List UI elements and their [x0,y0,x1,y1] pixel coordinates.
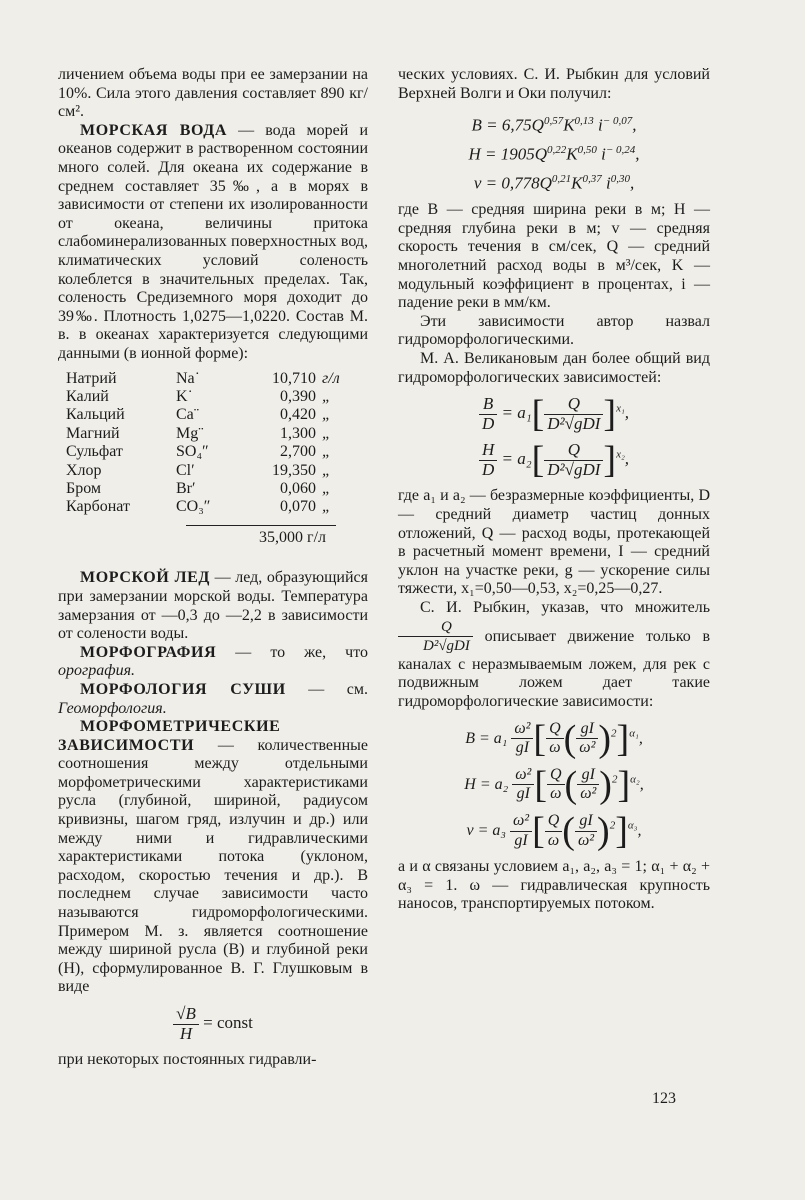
formula-lhs: v = a₃ [466,821,510,839]
author-paragraph: Эти зависимости автор назвал гидроморфологическими. [398,312,710,349]
formula-fraction [544,395,603,433]
composition-row [66,480,346,498]
fraction-numerator: Q [544,395,603,415]
entry-term: МОРСКАЯ ВОДА [80,121,227,139]
end-paragraph: при некоторых постоянных гидравли- [58,1051,317,1069]
formula-line [398,109,710,138]
formula-punct: , [637,821,642,839]
multiplier-fraction [398,618,473,656]
paragraph-text: описывает движение только в каналах с неразмываемым ложем, для рек с подвижным ложем дает такие гидроморфологические зависимости: [398,627,711,710]
entry-sea-water [58,122,368,364]
bracket-right: ] [616,717,630,760]
composition-row [66,462,346,480]
ion-unit: „ [322,387,331,405]
formula-line [398,717,710,760]
formula-numerator: √B [173,1005,199,1025]
continued-paragraph: ческих условиях. С. И. Рыбкин для условий Верхней Волги и Оки получил: [398,66,710,102]
formula-exponent: 0,30 [610,172,630,185]
fraction-numerator: gI [575,812,597,832]
ion-value: 10,710 [272,369,316,387]
fraction-numerator: Q [545,812,563,832]
mobile-bed-formulas [398,717,710,853]
bracket-left: [ [531,393,545,436]
formula-denominator: H [179,1023,193,1043]
right-column [398,66,710,914]
paren-right: ) [598,717,612,760]
formula-fraction [575,812,597,850]
ion-value: 0,070 [280,498,316,516]
ion-symbol: Ca¨ [176,406,200,424]
composition-table [66,370,346,517]
entry-term: МОРСКОЙ ЛЕД [80,569,210,587]
ion-value: 1,300 [280,424,316,442]
fraction-numerator: H [479,441,497,461]
formula-factor: K [571,173,583,193]
ion-symbol: CO₃″ [176,498,211,516]
fraction-numerator: B [479,395,497,415]
fraction-denominator: gI [514,831,528,849]
bracket-left: [ [532,810,545,853]
ion-symbol: K˙ [176,387,193,405]
formula-rhs: = const [203,1013,253,1032]
entry-body: — количественные соотношения между отдельными морфометрическими характеристиками русла (глубиной, шириной, радиусом кривизны, шагом гряд, излучин и др.) или между ними и гидравлическими характеристиками потока (уклоном, расходом, скоростью течения и др.). В последнем случае зависимости часто называются гидроморфологическими. Примером М. з. является соотношение между шириной русла (B) и глубиной реки (H), сформулированное В. Г. Глушковым в виде [58,736,368,996]
formula-lhs: v = 0,778Q [473,173,552,193]
fraction-numerator: Q [547,766,565,786]
bracket-left: [ [533,717,547,760]
composition-total: 35,000 г/л [259,528,326,546]
formula-punct: , [624,403,630,423]
bracket-right: ] [603,439,617,482]
intro-paragraph: личением объема воды при ее замерзании на 10%. Сила этого давления составляет 890 кг/см². [58,66,368,121]
fraction-denominator: ω² [579,739,596,757]
entry-reference[interactable]: Геоморфология. [58,699,167,717]
formula-fraction [511,720,533,758]
paragraph-text: С. И. Рыбкин, указав, что множитель [420,599,710,617]
rybkin-formulas [398,109,710,195]
paren-right: ) [597,810,610,853]
final-paragraph: a и α связаны условием a₁, a₂, a₃ = 1; α₁ + α₂ + α₃ = 1. ω — гидравлическая крупность наносов, транспортируемых потоком. [398,858,710,913]
ion-unit: г/л [322,369,340,387]
formula-exponent: 0,13 [574,115,594,128]
formula-punct: , [638,729,643,747]
formula-exponent: − 0,24 [605,143,636,156]
ion-name: Натрий [66,369,117,387]
fraction-denominator: gI [516,785,530,803]
formula-factor: i [601,173,611,193]
composition-row [66,388,346,406]
formula-punct: , [632,115,637,135]
paren-left: ( [564,763,578,806]
formula-lhs: B = a₁ [465,729,512,747]
formula-line [398,138,710,167]
formula-exponent: 0,50 [577,143,597,156]
page-number: 123 [652,1090,676,1107]
fraction-denominator: gI [515,739,530,757]
ion-symbol: SO₄″ [176,443,209,461]
velikanov-paragraph: М. А. Великановым дан более общий вид гидроморфологических зависимостей: [398,349,710,386]
fraction-denominator: ω [547,831,560,849]
velikanov-formulas [398,393,710,482]
ion-name: Бром [66,479,102,497]
formula-line [398,393,710,436]
left-column [58,66,368,1070]
legend-paragraph: где B — средняя ширина реки в м; H — средняя глубина реки в м; v — средняя скорость течения в см/сек, Q — средний многолетний расход воды в м³/сек, K — модульный коэффициент в процентах, i — падение реки в мм/км. [398,201,710,312]
fraction-numerator: gI [576,720,598,740]
formula-fraction [546,720,564,758]
ion-symbol: Na˙ [176,369,200,387]
fraction-numerator: Q [544,441,603,461]
ion-unit: „ [322,443,331,461]
formula-fraction [576,720,598,758]
composition-row [66,370,346,388]
glushkov-formula [58,1005,368,1043]
fraction-denominator: D²√gDI [547,459,601,479]
ion-value: 0,060 [280,479,316,497]
entry-term: МОРФОГРАФИЯ [80,643,217,661]
ion-unit: „ [322,461,331,479]
total-rule [186,525,336,526]
ion-unit: „ [322,424,331,442]
formula-line [398,439,710,482]
fraction-denominator: D²√gDI [423,638,470,655]
paren-left: ( [563,717,577,760]
formula-lhs: B = 6,75Q [471,115,544,135]
formula-factor: i [593,115,603,135]
formula-exponent: 2 [611,773,618,786]
fraction-denominator: ω [549,739,561,757]
bracket-right: ] [603,393,617,436]
entry-reference[interactable]: орография. [58,662,136,680]
formula-exponent: 2 [609,819,616,832]
formula-exponent: α₃ [627,819,638,832]
formula-lhs: H = a₂ [464,775,513,793]
entry-term: МОРФОЛОГИЯ СУШИ [80,680,286,698]
entry-morphography [58,644,368,681]
paren-left: ( [562,810,575,853]
bracket-right: ] [617,763,631,806]
formula-lhs: H = 1905Q [468,144,547,164]
formula-lhs [479,395,497,433]
paren-right: ) [599,763,612,806]
ion-unit: „ [322,406,331,424]
formula-punct: , [624,449,630,469]
fraction-numerator: ω² [512,766,534,786]
formula-factor: i [596,144,606,164]
entry-morphometric [58,718,368,997]
formula-fraction [510,812,532,850]
fraction-denominator: D²√gDI [547,413,601,433]
ion-name: Калий [66,387,109,405]
ion-name: Магний [66,424,120,442]
ion-name: Хлор [66,461,102,479]
bracket-right: ] [615,810,628,853]
entry-sea-ice [58,569,368,643]
ion-name: Кальций [66,406,125,424]
ion-symbol: Cl′ [176,461,195,479]
fraction-denominator: ω [550,785,562,803]
entry-land-morphology [58,681,368,718]
formula-exponent: 0,21 [551,172,572,185]
fraction-numerator: ω² [510,812,532,832]
fraction-numerator: Q [546,720,564,740]
formula-exponent: 0,37 [582,172,602,185]
formula-punct: , [635,144,640,164]
formula-exponent: α₂ [630,773,640,786]
fraction-denominator: ω² [580,785,597,803]
ion-symbol: Mg¨ [176,424,204,442]
formula-exponent: 0,57 [543,115,564,128]
formula-exponent: − 0,07 [602,115,633,128]
formula-exponent: 0,22 [547,143,567,156]
ion-unit: „ [322,479,331,497]
formula-line [398,167,710,196]
fraction-denominator: D [481,413,495,433]
ion-value: 0,420 [280,406,316,424]
fraction-denominator: ω² [577,831,595,849]
formula-fraction [545,812,563,850]
entry-body: — лед, образующийся при замерзании морской воды. Температура замерзания от —0,3 до —2,2 в зависимости от солености воды. [58,569,368,643]
formula-lhs [479,441,497,479]
formula-fraction [577,766,599,804]
fraction-numerator: ω² [511,720,533,740]
formula-fraction [512,766,534,804]
fraction-denominator: D [481,459,495,479]
entry-body: — см. [308,680,369,698]
entry-body: — вода морей и океанов содержит в растворенном состоянии много солей. Для океана их содержание в среднем составляет 35‰, а в морях в зависимости от степени их изолированности от океана, величины притока слабоминерализованных поверхностных вод, климатических условий соленость колеблется в значительных пределах. Так, соленость Средиземного моря доходит до 39‰. Плотность 1,0275—1,0220. Состав М. в. в океанах характеризуется следующими данными (в ионной форме): [58,121,368,362]
bracket-left: [ [534,763,547,806]
formula-coefficient: = a₁ [497,403,532,423]
formula-fraction [544,441,603,479]
formula-exponent: x₂ [616,448,625,461]
fraction-numerator: gI [577,766,599,786]
velikanov-legend: где a₁ и a₂ — безразмерные коэффициенты, D — средний диаметр частиц донных отложений, Q — расход воды, протекающей в расчетный момент времени, I — средний уклон на участке реки, g — ускорение силы тяжести, x₁=0,50—0,53, x₂=0,25—0,27. [398,487,710,598]
ion-symbol: Br′ [176,479,196,497]
rybkin2-paragraph [398,599,710,712]
ion-name: Сульфат [66,443,123,461]
composition-row [66,425,346,443]
entry-body: — то же, что [235,643,369,661]
formula-punct: , [629,173,635,193]
formula-exponent: α₁ [629,727,639,740]
composition-row [66,406,346,424]
composition-row [66,443,346,461]
bracket-left: [ [531,439,545,482]
fraction-numerator: Q [398,618,473,638]
ion-unit: „ [322,498,331,516]
ion-value: 19,350 [272,461,316,479]
entry-term: МОРФОМЕТРИЧЕСКИЕ ЗАВИСИМОСТИ [58,718,281,754]
formula-coefficient: = a₂ [497,449,532,469]
formula-factor: K [563,115,575,135]
formula-exponent: 2 [611,727,617,740]
ion-value: 2,700 [280,443,316,461]
ion-name: Карбонат [66,498,130,516]
formula-line [398,810,710,853]
formula-line [398,763,710,806]
formula-punct: , [639,775,644,793]
ion-value: 0,390 [280,387,316,405]
formula-exponent: x₁ [616,402,625,415]
formula-fraction [547,766,565,804]
composition-row [66,498,346,516]
formula-factor: K [566,144,578,164]
